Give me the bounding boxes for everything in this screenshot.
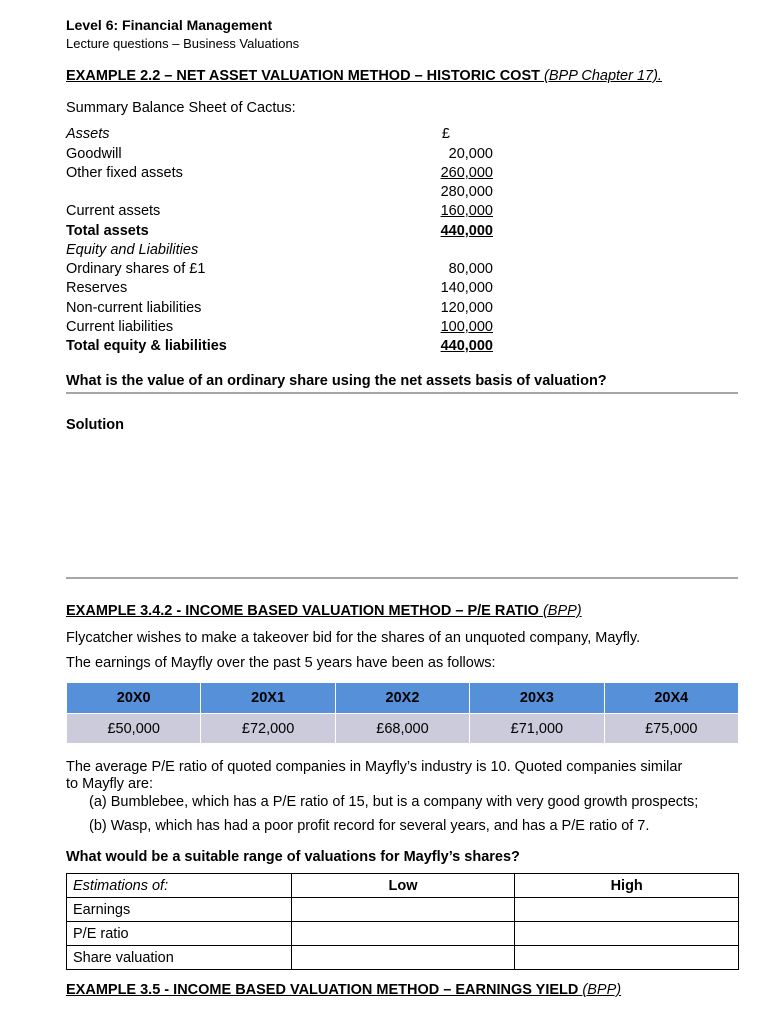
list-item-bumblebee: (a) Bumblebee, which has a P/E ratio of 15, but is a company with very good growth prospects;: [89, 794, 699, 810]
bs-label: Current assets: [66, 203, 161, 219]
earnings-table-row: [67, 714, 738, 743]
bs-value: 280,000: [440, 184, 493, 200]
example-3-4-2-title: [66, 603, 582, 619]
estimations-row-share-valuation: [67, 946, 739, 970]
list-item-wasp: (b) Wasp, which has had a poor profit record for several years, and has a P/E ratio of 7.: [89, 818, 650, 834]
estimations-header-low: Low: [291, 874, 515, 898]
earnings-table: [66, 682, 739, 744]
bs-row-non-current-liabilities: [66, 300, 496, 319]
bs-row-goodwill: [66, 146, 496, 165]
estimations-row-label: P/E ratio: [67, 922, 292, 946]
estimations-row-label: Earnings: [67, 898, 292, 922]
bs-value: 260,000: [440, 165, 493, 181]
bs-value: 120,000: [440, 300, 493, 316]
bs-value: 140,000: [440, 280, 493, 296]
bs-row-ordinary-shares: [66, 261, 496, 280]
example-3-5-ref: (BPP): [582, 982, 622, 998]
bs-label: Assets: [66, 126, 110, 142]
earnings-cell: £75,000: [605, 714, 738, 743]
example-3-4-2-title-text: EXAMPLE 3.4.2 - INCOME BASED VALUATION METHOD – P/E RATIO: [66, 603, 539, 619]
bs-label: Non-current liabilities: [66, 300, 202, 316]
earnings-table-header-row: [67, 683, 738, 713]
estimations-header-label: Estimations of:: [67, 874, 292, 898]
example-3-5-title: [66, 982, 621, 998]
bs-label: Current liabilities: [66, 319, 174, 335]
earnings-intro-paragraph: The earnings of Mayfly over the past 5 years have been as follows:: [66, 655, 496, 671]
earnings-cell: £71,000: [470, 714, 603, 743]
bs-row-assets-header: [66, 126, 496, 145]
bs-row-other-fixed-assets: [66, 165, 496, 184]
example-3-4-2-question: What would be a suitable range of valuations for Mayfly’s shares?: [66, 849, 520, 865]
bs-row-subtotal: [66, 184, 496, 203]
bs-label: Goodwill: [66, 146, 122, 162]
divider: [66, 577, 738, 579]
document-header-level: Level 6: Financial Management: [66, 17, 273, 33]
estimations-row-pe-ratio: [67, 922, 739, 946]
example-2-2-ref: (BPP Chapter 17).: [544, 68, 662, 84]
bs-value: 80,000: [448, 261, 493, 277]
example-3-5-title-text: EXAMPLE 3.5 - INCOME BASED VALUATION METHOD – EARNINGS YIELD: [66, 982, 579, 998]
estimations-cell-low: [291, 946, 515, 970]
bs-label: Ordinary shares of £1: [66, 261, 206, 277]
bs-label: Equity and Liabilities: [66, 242, 199, 258]
year-header: 20X2: [336, 683, 469, 713]
estimations-header-high: High: [515, 874, 739, 898]
estimations-cell-high: [515, 922, 739, 946]
bs-row-reserves: [66, 280, 496, 299]
earnings-cell: £68,000: [336, 714, 469, 743]
flycatcher-paragraph: Flycatcher wishes to make a takeover bid for the shares of an unquoted company, Mayfly.: [66, 630, 641, 646]
bs-row-total-assets: [66, 223, 496, 242]
bs-row-current-assets: [66, 203, 496, 222]
year-header: 20X4: [605, 683, 738, 713]
bs-label: Total assets: [66, 223, 149, 239]
balance-sheet-intro: Summary Balance Sheet of Cactus:: [66, 100, 296, 116]
estimations-row-earnings: [67, 898, 739, 922]
estimations-cell-low: [291, 898, 515, 922]
estimations-header-row: [67, 874, 739, 898]
example-3-4-2-ref: (BPP): [542, 603, 582, 619]
year-header: 20X1: [201, 683, 334, 713]
estimations-cell-high: [515, 898, 739, 922]
year-header: 20X0: [67, 683, 200, 713]
pe-ratio-paragraph-line2: to Mayfly are:: [66, 776, 154, 792]
example-2-2-title-text: EXAMPLE 2.2 – NET ASSET VALUATION METHOD – HISTORIC COST: [66, 68, 540, 84]
bs-label: Reserves: [66, 280, 128, 296]
bs-label: Other fixed assets: [66, 165, 183, 181]
bs-row-total-equity-liabilities: [66, 338, 496, 357]
estimations-cell-high: [515, 946, 739, 970]
pe-ratio-paragraph-line1: The average P/E ratio of quoted companies in Mayfly’s industry is 10. Quoted companies similar: [66, 759, 683, 775]
estimations-table: [66, 873, 739, 970]
bs-value: 440,000: [440, 338, 493, 354]
estimations-cell-low: [291, 922, 515, 946]
bs-value: 20,000: [448, 146, 493, 162]
bs-value: 440,000: [440, 223, 493, 239]
estimations-row-label: Share valuation: [67, 946, 292, 970]
divider: [66, 392, 738, 394]
example-2-2-question: What is the value of an ordinary share using the net assets basis of valuation?: [66, 373, 607, 389]
example-2-2-title: [66, 68, 662, 84]
bs-row-equity-header: [66, 242, 496, 261]
bs-row-current-liabilities: [66, 319, 496, 338]
earnings-cell: £50,000: [67, 714, 200, 743]
document-header-subtitle: Lecture questions – Business Valuations: [66, 36, 300, 51]
bs-value: 100,000: [440, 319, 493, 335]
bs-label: Total equity & liabilities: [66, 338, 227, 354]
bs-value: 160,000: [440, 203, 493, 219]
earnings-cell: £72,000: [201, 714, 334, 743]
solution-label: Solution: [66, 417, 124, 433]
year-header: 20X3: [470, 683, 603, 713]
bs-currency: £: [441, 126, 450, 142]
